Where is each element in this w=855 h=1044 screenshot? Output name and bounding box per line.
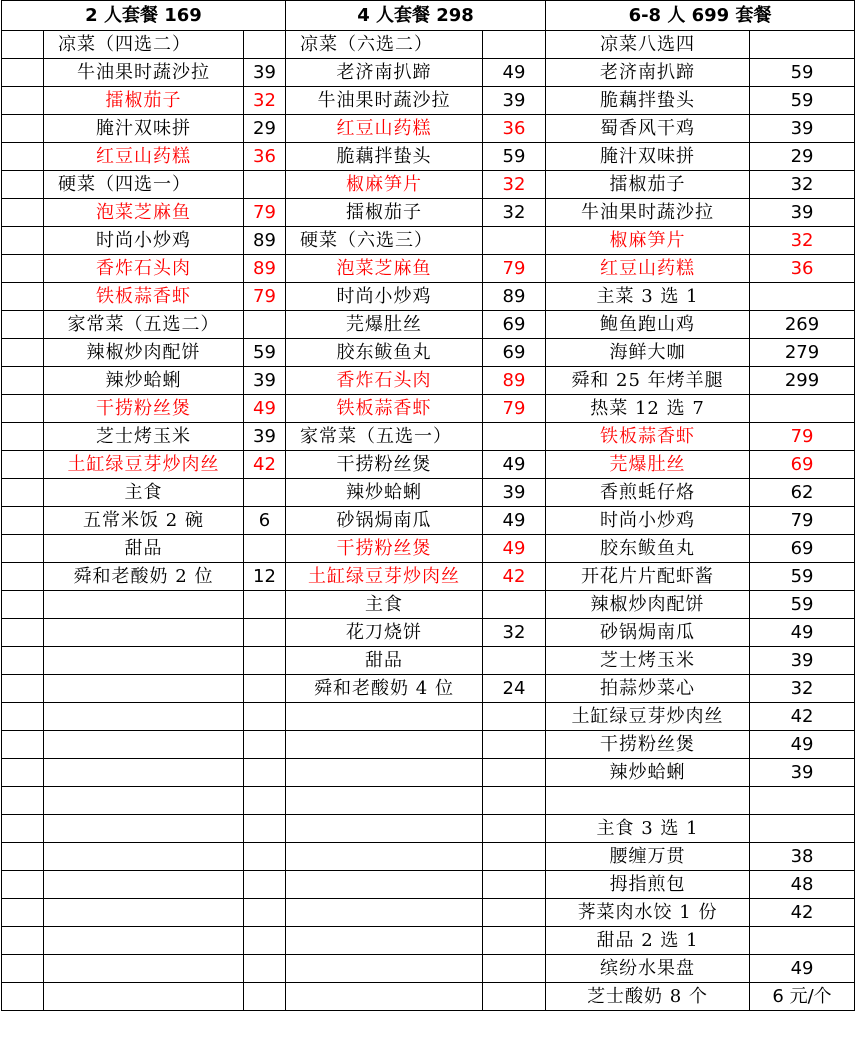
4-person-empty-cell (483, 759, 546, 787)
2-person-empty-cell (244, 591, 286, 619)
2-person-dish-price: 29 (244, 115, 286, 143)
2-person-empty-cell (244, 647, 286, 675)
2-person-empty-cell (44, 983, 244, 1011)
4-person-dish-name: 花刀烧饼 (286, 619, 483, 647)
row-margin-cell (2, 899, 44, 927)
row-margin-cell (2, 143, 44, 171)
2-person-dish-name: 芝士烤玉米 (44, 423, 244, 451)
6-8-person-dish-price: 279 (750, 339, 855, 367)
2-person-empty-cell (244, 787, 286, 815)
6-8-person-dish-price: 62 (750, 479, 855, 507)
2-person-empty-cell (44, 731, 244, 759)
4-person-dish-name: 甜品 (286, 647, 483, 675)
6-8-person-dish-name: 砂锅焗南瓜 (546, 619, 750, 647)
4-person-empty-cell (483, 927, 546, 955)
6-8-person-dish-price: 42 (750, 899, 855, 927)
4-person-empty-cell (286, 731, 483, 759)
header-6-8-person: 6-8 人 699 套餐 (546, 1, 855, 31)
2-person-dish-name: 甜品 (44, 535, 244, 563)
row-margin-cell (2, 339, 44, 367)
4-person-dish-price: 69 (483, 311, 546, 339)
row-margin-cell (2, 563, 44, 591)
4-person-dish-name: 舜和老酸奶 4 位 (286, 675, 483, 703)
4-person-dish-price (483, 647, 546, 675)
4-person-dish-price (483, 423, 546, 451)
6-8-person-dish-name: 脆藕拌蛰头 (546, 87, 750, 115)
2-person-dish-name: 土缸绿豆芽炒肉丝 (44, 451, 244, 479)
menu-row (2, 703, 855, 731)
2-person-dish-price: 39 (244, 367, 286, 395)
4-person-dish-name: 红豆山药糕 (286, 115, 483, 143)
2-person-empty-cell (44, 899, 244, 927)
2-person-empty-cell (44, 815, 244, 843)
4-person-dish-price: 59 (483, 143, 546, 171)
6-8-person-dish-name: 时尚小炒鸡 (546, 507, 750, 535)
menu-row (2, 423, 855, 451)
6-8-person-dish-name: 铁板蒜香虾 (546, 423, 750, 451)
2-person-empty-cell (44, 871, 244, 899)
4-person-empty-cell (483, 871, 546, 899)
2-person-dish-price: 89 (244, 255, 286, 283)
menu-row (2, 143, 855, 171)
4-person-dish-name: 椒麻笋片 (286, 171, 483, 199)
6-8-person-dish-price (750, 283, 855, 311)
row-margin-cell (2, 31, 44, 59)
4-person-dish-price: 79 (483, 255, 546, 283)
4-person-empty-cell (286, 871, 483, 899)
4-person-empty-cell (286, 815, 483, 843)
2-person-dish-name: 主食 (44, 479, 244, 507)
2-person-dish-price (244, 31, 286, 59)
2-person-empty-cell (244, 759, 286, 787)
6-8-person-dish-name: 甜品 2 选 1 (546, 927, 750, 955)
row-margin-cell (2, 647, 44, 675)
menu-row (2, 171, 855, 199)
6-8-person-dish-price: 36 (750, 255, 855, 283)
header-row (2, 1, 855, 31)
6-8-person-dish-name: 土缸绿豆芽炒肉丝 (546, 703, 750, 731)
4-person-dish-name: 香炸石头肉 (286, 367, 483, 395)
2-person-empty-cell (44, 591, 244, 619)
row-margin-cell (2, 591, 44, 619)
6-8-person-dish-name: 牛油果时蔬沙拉 (546, 199, 750, 227)
4-person-empty-cell (286, 843, 483, 871)
2-person-dish-name: 香炸石头肉 (44, 255, 244, 283)
4-person-dish-name: 牛油果时蔬沙拉 (286, 87, 483, 115)
6-8-person-dish-name: 辣炒蛤蜊 (546, 759, 750, 787)
2-person-dish-price: 89 (244, 227, 286, 255)
2-person-dish-price (244, 479, 286, 507)
6-8-person-dish-price: 49 (750, 731, 855, 759)
2-person-dish-name: 舜和老酸奶 2 位 (44, 563, 244, 591)
6-8-person-dish-price: 6 元/个 (750, 983, 855, 1011)
6-8-person-dish-name: 蜀香风干鸡 (546, 115, 750, 143)
2-person-dish-price (244, 171, 286, 199)
4-person-dish-price: 24 (483, 675, 546, 703)
2-person-dish-name: 辣炒蛤蜊 (44, 367, 244, 395)
menu-row (2, 731, 855, 759)
6-8-person-dish-name: 荠菜肉水饺 1 份 (546, 899, 750, 927)
header-4-person: 4 人套餐 298 (286, 1, 546, 31)
2-person-dish-name: 家常菜（五选二） (44, 311, 244, 339)
6-8-person-dish-price: 59 (750, 591, 855, 619)
4-person-dish-name: 土缸绿豆芽炒肉丝 (286, 563, 483, 591)
2-person-empty-cell (244, 675, 286, 703)
4-person-dish-price: 39 (483, 479, 546, 507)
4-person-dish-name: 时尚小炒鸡 (286, 283, 483, 311)
4-person-empty-cell (286, 927, 483, 955)
4-person-dish-price: 49 (483, 535, 546, 563)
4-person-dish-price: 49 (483, 507, 546, 535)
4-person-empty-cell (286, 703, 483, 731)
2-person-dish-price (244, 311, 286, 339)
6-8-person-dish-name (546, 787, 750, 815)
6-8-person-dish-price (750, 395, 855, 423)
4-person-dish-name: 辣炒蛤蜊 (286, 479, 483, 507)
4-person-dish-name: 硬菜（六选三） (286, 227, 483, 255)
2-person-empty-cell (44, 927, 244, 955)
4-person-dish-name: 凉菜（六选二） (286, 31, 483, 59)
4-person-dish-price: 39 (483, 87, 546, 115)
2-person-empty-cell (44, 675, 244, 703)
6-8-person-dish-price: 48 (750, 871, 855, 899)
menu-row (2, 787, 855, 815)
2-person-dish-price: 12 (244, 563, 286, 591)
4-person-dish-name: 老济南扒蹄 (286, 59, 483, 87)
menu-row (2, 59, 855, 87)
menu-row (2, 563, 855, 591)
2-person-empty-cell (244, 843, 286, 871)
6-8-person-dish-name: 缤纷水果盘 (546, 955, 750, 983)
row-margin-cell (2, 255, 44, 283)
4-person-empty-cell (286, 899, 483, 927)
menu-row (2, 227, 855, 255)
4-person-dish-price: 32 (483, 619, 546, 647)
menu-row (2, 927, 855, 955)
6-8-person-dish-name: 腰缠万贯 (546, 843, 750, 871)
2-person-empty-cell (244, 955, 286, 983)
6-8-person-dish-name: 拇指煎包 (546, 871, 750, 899)
6-8-person-dish-price: 38 (750, 843, 855, 871)
6-8-person-dish-name: 芝士烤玉米 (546, 647, 750, 675)
menu-row (2, 871, 855, 899)
6-8-person-dish-price: 59 (750, 59, 855, 87)
4-person-empty-cell (483, 955, 546, 983)
4-person-dish-price (483, 31, 546, 59)
6-8-person-dish-name: 舜和 25 年烤羊腿 (546, 367, 750, 395)
row-margin-cell (2, 507, 44, 535)
row-margin-cell (2, 759, 44, 787)
4-person-dish-name: 擂椒茄子 (286, 199, 483, 227)
2-person-empty-cell (44, 843, 244, 871)
row-margin-cell (2, 675, 44, 703)
2-person-dish-price: 79 (244, 199, 286, 227)
4-person-empty-cell (286, 787, 483, 815)
6-8-person-dish-name: 凉菜八选四 (546, 31, 750, 59)
2-person-dish-price: 39 (244, 423, 286, 451)
menu-row (2, 647, 855, 675)
2-person-dish-price: 32 (244, 87, 286, 115)
4-person-dish-name: 干捞粉丝煲 (286, 535, 483, 563)
4-person-empty-cell (483, 731, 546, 759)
2-person-empty-cell (44, 955, 244, 983)
2-person-dish-name: 泡菜芝麻鱼 (44, 199, 244, 227)
row-margin-cell (2, 115, 44, 143)
6-8-person-dish-name: 胶东鲅鱼丸 (546, 535, 750, 563)
2-person-empty-cell (44, 619, 244, 647)
4-person-empty-cell (483, 983, 546, 1011)
4-person-dish-price: 69 (483, 339, 546, 367)
6-8-person-dish-name: 香煎蚝仔烙 (546, 479, 750, 507)
2-person-empty-cell (244, 703, 286, 731)
menu-row (2, 311, 855, 339)
2-person-dish-price: 36 (244, 143, 286, 171)
row-margin-cell (2, 535, 44, 563)
menu-row (2, 367, 855, 395)
6-8-person-dish-price: 269 (750, 311, 855, 339)
4-person-dish-price (483, 227, 546, 255)
2-person-empty-cell (244, 619, 286, 647)
2-person-empty-cell (44, 647, 244, 675)
4-person-dish-name: 铁板蒜香虾 (286, 395, 483, 423)
2-person-dish-name: 铁板蒜香虾 (44, 283, 244, 311)
6-8-person-dish-name: 主食 3 选 1 (546, 815, 750, 843)
4-person-dish-name: 家常菜（五选一） (286, 423, 483, 451)
menu-row (2, 507, 855, 535)
6-8-person-dish-price (750, 927, 855, 955)
6-8-person-dish-price: 32 (750, 675, 855, 703)
2-person-dish-name: 牛油果时蔬沙拉 (44, 59, 244, 87)
2-person-dish-name: 红豆山药糕 (44, 143, 244, 171)
6-8-person-dish-name: 热菜 12 选 7 (546, 395, 750, 423)
menu-row (2, 675, 855, 703)
2-person-empty-cell (244, 815, 286, 843)
2-person-dish-name: 腌汁双味拼 (44, 115, 244, 143)
menu-row (2, 843, 855, 871)
2-person-empty-cell (44, 759, 244, 787)
row-margin-cell (2, 367, 44, 395)
6-8-person-dish-price (750, 787, 855, 815)
row-margin-cell (2, 619, 44, 647)
4-person-empty-cell (286, 759, 483, 787)
6-8-person-dish-name: 鲍鱼跑山鸡 (546, 311, 750, 339)
4-person-dish-name: 脆藕拌蛰头 (286, 143, 483, 171)
6-8-person-dish-name: 芫爆肚丝 (546, 451, 750, 479)
2-person-dish-name: 凉菜（四选二） (44, 31, 244, 59)
row-margin-cell (2, 283, 44, 311)
6-8-person-dish-price: 59 (750, 563, 855, 591)
row-margin-cell (2, 311, 44, 339)
2-person-dish-name: 干捞粉丝煲 (44, 395, 244, 423)
row-margin-cell (2, 843, 44, 871)
4-person-dish-price: 79 (483, 395, 546, 423)
2-person-empty-cell (244, 871, 286, 899)
6-8-person-dish-price: 59 (750, 87, 855, 115)
2-person-dish-name: 时尚小炒鸡 (44, 227, 244, 255)
6-8-person-dish-price (750, 31, 855, 59)
menu-row (2, 199, 855, 227)
row-margin-cell (2, 703, 44, 731)
6-8-person-dish-price (750, 815, 855, 843)
set-menu-table (1, 0, 855, 1011)
2-person-empty-cell (244, 983, 286, 1011)
6-8-person-dish-name: 辣椒炒肉配饼 (546, 591, 750, 619)
header-2-person: 2 人套餐 169 (2, 1, 286, 31)
2-person-dish-name: 硬菜（四选一） (44, 171, 244, 199)
6-8-person-dish-price: 32 (750, 171, 855, 199)
4-person-empty-cell (286, 955, 483, 983)
row-margin-cell (2, 395, 44, 423)
row-margin-cell (2, 871, 44, 899)
6-8-person-dish-name: 老济南扒蹄 (546, 59, 750, 87)
4-person-empty-cell (483, 703, 546, 731)
row-margin-cell (2, 59, 44, 87)
menu-row (2, 115, 855, 143)
menu-row (2, 815, 855, 843)
6-8-person-dish-price: 49 (750, 619, 855, 647)
6-8-person-dish-price: 39 (750, 115, 855, 143)
4-person-dish-price: 32 (483, 199, 546, 227)
4-person-dish-name: 胶东鲅鱼丸 (286, 339, 483, 367)
6-8-person-dish-name: 腌汁双味拼 (546, 143, 750, 171)
2-person-dish-name: 辣椒炒肉配饼 (44, 339, 244, 367)
4-person-dish-name: 干捞粉丝煲 (286, 451, 483, 479)
2-person-dish-price: 49 (244, 395, 286, 423)
4-person-empty-cell (483, 899, 546, 927)
4-person-empty-cell (483, 815, 546, 843)
menu-row (2, 983, 855, 1011)
menu-row (2, 339, 855, 367)
4-person-empty-cell (483, 843, 546, 871)
4-person-dish-price: 36 (483, 115, 546, 143)
6-8-person-dish-name: 芝士酸奶 8 个 (546, 983, 750, 1011)
4-person-empty-cell (286, 983, 483, 1011)
2-person-empty-cell (44, 703, 244, 731)
2-person-dish-price: 39 (244, 59, 286, 87)
6-8-person-dish-name: 擂椒茄子 (546, 171, 750, 199)
2-person-dish-price: 59 (244, 339, 286, 367)
menu-row (2, 31, 855, 59)
row-margin-cell (2, 815, 44, 843)
4-person-dish-price: 49 (483, 451, 546, 479)
2-person-dish-price: 6 (244, 507, 286, 535)
6-8-person-dish-price: 29 (750, 143, 855, 171)
4-person-dish-name: 泡菜芝麻鱼 (286, 255, 483, 283)
row-margin-cell (2, 927, 44, 955)
4-person-dish-name: 主食 (286, 591, 483, 619)
4-person-dish-name: 芫爆肚丝 (286, 311, 483, 339)
row-margin-cell (2, 171, 44, 199)
row-margin-cell (2, 87, 44, 115)
2-person-empty-cell (44, 787, 244, 815)
6-8-person-dish-price: 69 (750, 451, 855, 479)
6-8-person-dish-price: 39 (750, 647, 855, 675)
2-person-empty-cell (244, 899, 286, 927)
4-person-empty-cell (483, 787, 546, 815)
menu-row (2, 899, 855, 927)
6-8-person-dish-name: 主菜 3 选 1 (546, 283, 750, 311)
4-person-dish-price: 49 (483, 59, 546, 87)
menu-body (2, 1, 855, 1011)
2-person-dish-price (244, 535, 286, 563)
menu-row (2, 759, 855, 787)
4-person-dish-price: 89 (483, 283, 546, 311)
6-8-person-dish-name: 椒麻笋片 (546, 227, 750, 255)
6-8-person-dish-price: 69 (750, 535, 855, 563)
menu-row (2, 535, 855, 563)
row-margin-cell (2, 227, 44, 255)
6-8-person-dish-name: 红豆山药糕 (546, 255, 750, 283)
4-person-dish-price: 89 (483, 367, 546, 395)
row-margin-cell (2, 451, 44, 479)
row-margin-cell (2, 983, 44, 1011)
6-8-person-dish-name: 开花片片配虾酱 (546, 563, 750, 591)
6-8-person-dish-price: 42 (750, 703, 855, 731)
menu-row (2, 451, 855, 479)
4-person-dish-price (483, 591, 546, 619)
6-8-person-dish-price: 79 (750, 507, 855, 535)
6-8-person-dish-price: 39 (750, 199, 855, 227)
4-person-dish-name: 砂锅焗南瓜 (286, 507, 483, 535)
row-margin-cell (2, 787, 44, 815)
2-person-dish-name: 五常米饭 2 碗 (44, 507, 244, 535)
6-8-person-dish-price: 32 (750, 227, 855, 255)
2-person-empty-cell (244, 731, 286, 759)
menu-row (2, 255, 855, 283)
row-margin-cell (2, 955, 44, 983)
6-8-person-dish-name: 干捞粉丝煲 (546, 731, 750, 759)
6-8-person-dish-name: 海鲜大咖 (546, 339, 750, 367)
2-person-dish-price: 79 (244, 283, 286, 311)
row-margin-cell (2, 199, 44, 227)
menu-row (2, 395, 855, 423)
6-8-person-dish-price: 299 (750, 367, 855, 395)
menu-row (2, 283, 855, 311)
menu-row (2, 955, 855, 983)
4-person-dish-price: 42 (483, 563, 546, 591)
6-8-person-dish-price: 49 (750, 955, 855, 983)
row-margin-cell (2, 479, 44, 507)
6-8-person-dish-price: 39 (750, 759, 855, 787)
2-person-dish-name: 擂椒茄子 (44, 87, 244, 115)
6-8-person-dish-name: 拍蒜炒菜心 (546, 675, 750, 703)
6-8-person-dish-price: 79 (750, 423, 855, 451)
2-person-empty-cell (244, 927, 286, 955)
4-person-dish-price: 32 (483, 171, 546, 199)
row-margin-cell (2, 423, 44, 451)
row-margin-cell (2, 731, 44, 759)
menu-row (2, 591, 855, 619)
menu-row (2, 87, 855, 115)
2-person-dish-price: 42 (244, 451, 286, 479)
menu-row (2, 619, 855, 647)
menu-row (2, 479, 855, 507)
